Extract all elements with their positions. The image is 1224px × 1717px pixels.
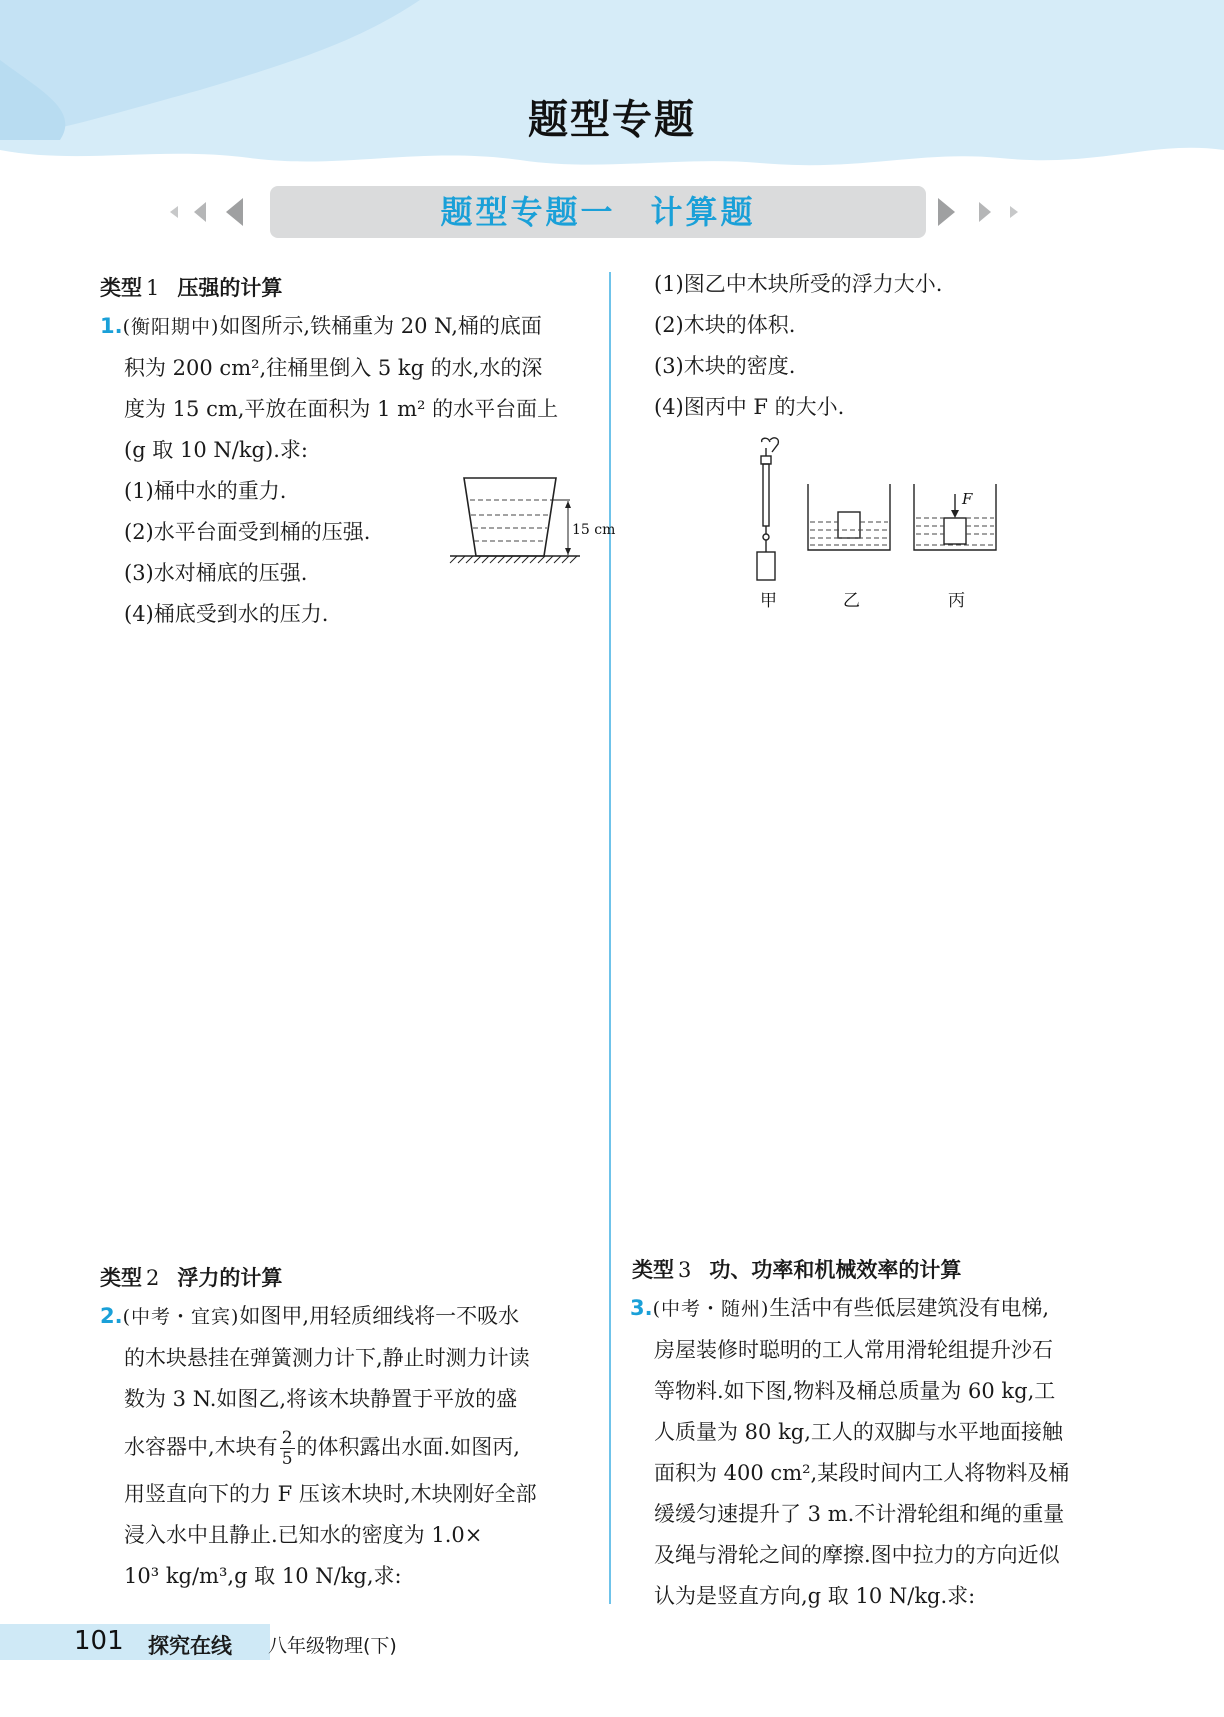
fraction-numerator: 2 xyxy=(281,1428,293,1448)
q2-text: 浸入水中且静止.已知水的密度为 1.0× xyxy=(124,1523,483,1547)
q1-subquestion: (4)桶底受到水的压力. xyxy=(124,602,329,626)
page-title: 题型专题 xyxy=(528,96,696,143)
type-number: 1 xyxy=(146,276,160,300)
fraction-denominator: 5 xyxy=(281,1449,293,1469)
arrow-right-icon xyxy=(979,202,991,222)
question-3 xyxy=(630,1288,1130,1617)
bucket-figure xyxy=(440,470,616,575)
q2-subquestion: (1)图乙中木块所受的浮力大小. xyxy=(654,272,943,296)
arrow-left-icon xyxy=(226,198,243,226)
q2-subquestion: (3)木块的密度. xyxy=(654,354,796,378)
q1-line1 xyxy=(100,306,600,348)
arrow-right-icon xyxy=(1010,206,1018,218)
q2-subquestions xyxy=(654,264,1134,428)
type-title: 浮力的计算 xyxy=(177,1266,283,1290)
q2-line4 xyxy=(100,1420,600,1474)
q3-text: 及绳与滑轮之间的摩擦.图中拉力的方向近似 xyxy=(654,1543,1060,1567)
question-number: 1. xyxy=(100,314,123,338)
type3-heading xyxy=(632,1254,961,1284)
container-b xyxy=(808,484,890,550)
question-source: (中考・随州) xyxy=(652,1298,770,1320)
q2-text: 水容器中,木块有 xyxy=(124,1435,278,1459)
question-number: 2. xyxy=(100,1304,123,1328)
q3-text: 生活中有些低层建筑没有电梯, xyxy=(769,1296,1050,1320)
q2-subquestion: (4)图丙中 F 的大小. xyxy=(654,395,845,419)
q1-text: 如图所示,铁桶重为 20 N,桶的底面 xyxy=(219,314,542,338)
type-title: 压强的计算 xyxy=(177,276,283,300)
footer-book-title: 八年级物理(下) xyxy=(268,1635,397,1657)
q3-text: 缓缓匀速提升了 3 m.不计滑轮组和绳的重量 xyxy=(654,1502,1065,1526)
spring-scale-figure xyxy=(757,438,778,580)
q1-text: 积为 200 cm²,往桶里倒入 5 kg 的水,水的深 xyxy=(124,356,543,380)
q1-subquestion: (3)水对桶底的压强. xyxy=(124,561,308,585)
type2-heading xyxy=(100,1262,282,1292)
type-title: 功、功率和机械效率的计算 xyxy=(709,1258,962,1282)
figure-label-b: 乙 xyxy=(843,591,860,611)
q3-text: 面积为 400 cm²,某段时间内工人将物料及桶 xyxy=(654,1461,1070,1485)
arrow-left-icon xyxy=(194,202,206,222)
question-2 xyxy=(100,1296,600,1597)
q2-text: 的木块悬挂在弹簧测力计下,静止时测力计读 xyxy=(124,1346,530,1370)
fraction xyxy=(280,1428,295,1469)
force-label: F xyxy=(962,490,973,508)
footer-brand: 探究在线 xyxy=(148,1634,232,1658)
type1-heading xyxy=(100,272,282,302)
question-number: 3. xyxy=(630,1296,653,1320)
question-source: (衡阳期中) xyxy=(122,316,220,338)
q3-text: 等物料.如下图,物料及桶总质量为 60 kg,工 xyxy=(654,1379,1056,1403)
q3-text: 房屋装修时聪明的工人常用滑轮组提升沙石 xyxy=(654,1338,1053,1362)
depth-label: 15 cm xyxy=(572,522,616,538)
q3-text: 人质量为 80 kg,工人的双脚与水平地面接触 xyxy=(654,1420,1063,1444)
q2-subquestion: (2)木块的体积. xyxy=(654,313,796,337)
right-arrows xyxy=(938,198,1028,226)
question-source: (中考・宜宾) xyxy=(122,1306,240,1328)
type-number: 2 xyxy=(146,1266,160,1290)
arrow-right-icon xyxy=(938,198,955,226)
q2-text: 用竖直向下的力 F 压该木块时,木块刚好全部 xyxy=(124,1482,537,1506)
q2-text: 数为 3 N.如图乙,将该木块静置于平放的盛 xyxy=(124,1387,518,1411)
page-number: 101 xyxy=(74,1626,124,1656)
left-arrows xyxy=(170,198,260,226)
q2-text: 如图甲,用轻质细线将一不吸水 xyxy=(239,1304,520,1328)
q2-text: 的体积露出水面.如图丙, xyxy=(296,1435,520,1459)
q3-text: 认为是竖直方向,g 取 10 N/kg.求: xyxy=(654,1584,976,1608)
q1-subquestion: (1)桶中水的重力. xyxy=(124,479,287,503)
type-label: 类型 xyxy=(100,1266,142,1290)
q3-line1 xyxy=(630,1288,1130,1330)
section-title: 题型专题一 计算题 xyxy=(440,193,756,231)
figure-label-c: 丙 xyxy=(948,591,965,611)
figure-label-a: 甲 xyxy=(760,591,777,611)
q1-text: (g 取 10 N/kg).求: xyxy=(124,438,308,462)
q1-text: 度为 15 cm,平放在面积为 1 m² 的水平台面上 xyxy=(124,397,559,421)
column-divider xyxy=(609,272,611,1604)
type-number: 3 xyxy=(678,1258,692,1282)
q1-subquestion: (2)水平台面受到桶的压强. xyxy=(124,520,371,544)
arrow-left-icon xyxy=(170,206,178,218)
type-label: 类型 xyxy=(632,1258,674,1282)
buoyancy-figure xyxy=(748,434,1008,614)
type-label: 类型 xyxy=(100,276,142,300)
q2-text: 10³ kg/m³,g 取 10 N/kg,求: xyxy=(124,1564,402,1588)
q2-line1 xyxy=(100,1296,600,1338)
